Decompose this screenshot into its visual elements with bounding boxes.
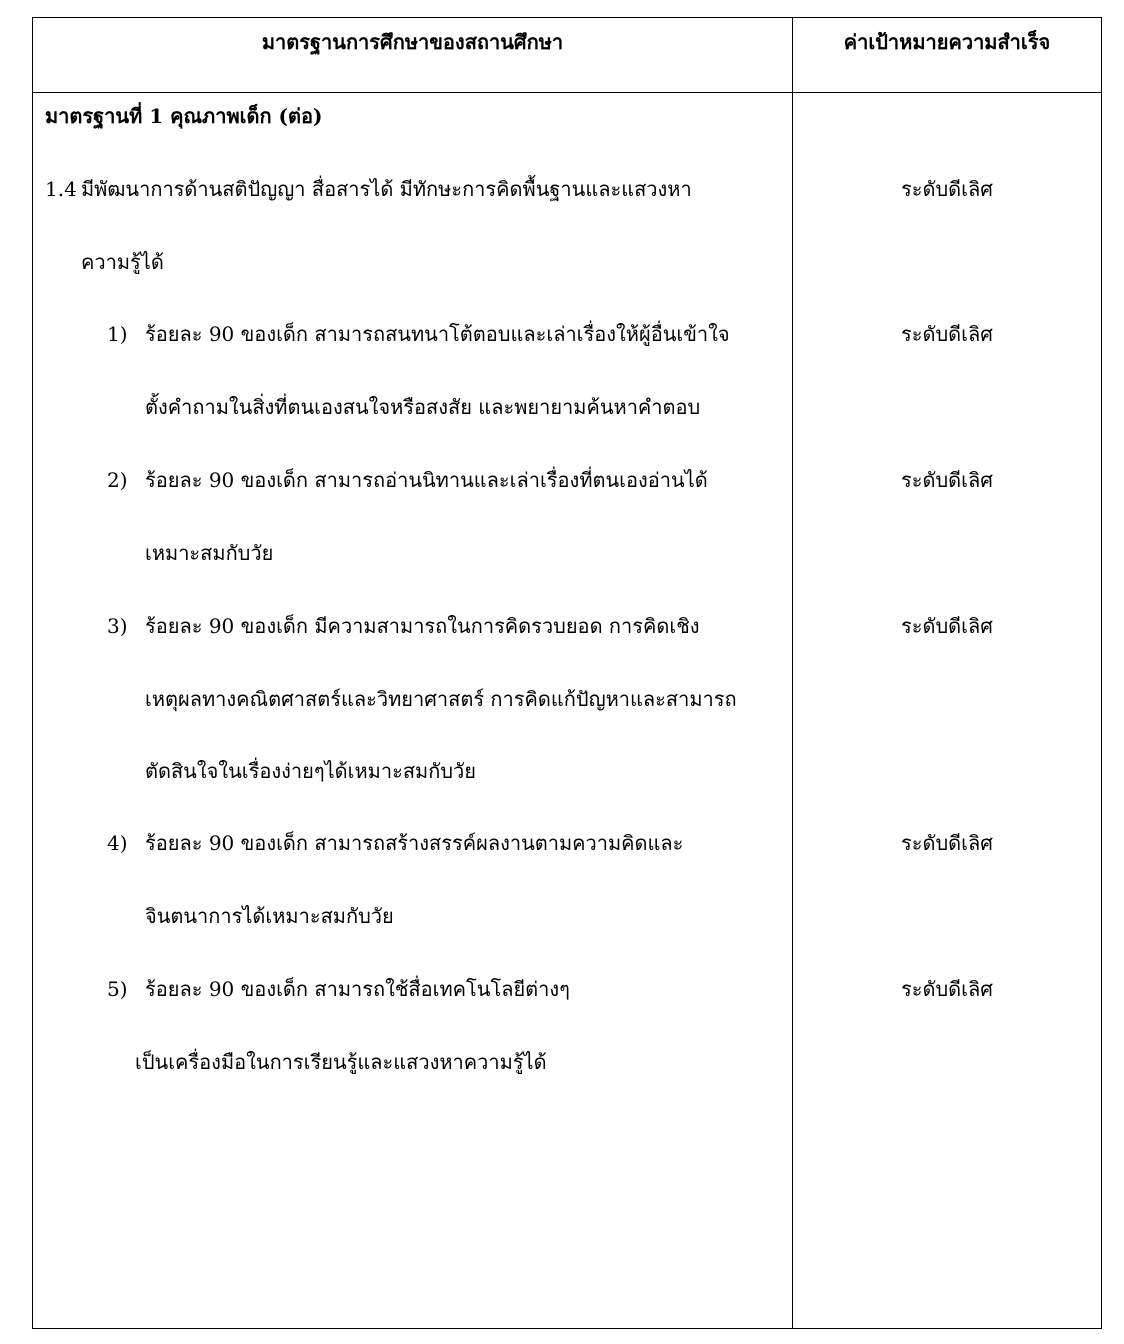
item-number: 3) xyxy=(107,614,128,638)
standard-title: มาตรฐานที่ 1 คุณภาพเด็ก (ต่อ) xyxy=(45,104,323,128)
column-divider xyxy=(792,17,793,1329)
item-number: 2) xyxy=(107,468,128,492)
header-divider xyxy=(32,92,1102,93)
section-number: 1.4 xyxy=(45,177,77,201)
item-text-line: เป็นเครื่องมือในการเรียนรู้และแสวงหาความรู้ได้ xyxy=(135,1050,547,1074)
section-text-line-1: มีพัฒนาการด้านสติปัญญา สื่อสารได้ มีทักษะการคิดพื้นฐานและแสวงหา xyxy=(81,177,692,201)
column-header-target: ค่าเป้าหมายความสำเร็จ xyxy=(843,30,1051,54)
item-text-line: ร้อยละ 90 ของเด็ก มีความสามารถในการคิดรวบยอด การคิดเชิง xyxy=(145,614,700,638)
item-number: 4) xyxy=(107,831,128,855)
item-text-line: เหตุผลทางคณิตศาสตร์และวิทยาศาสตร์ การคิดแก้ปัญหาและสามารถ xyxy=(145,687,737,711)
item-text-line: ร้อยละ 90 ของเด็ก สามารถสร้างสรรค์ผลงานตามความคิดและ xyxy=(145,831,684,855)
item-text-line: ตั้งคำถามในสิ่งที่ตนเองสนใจหรือสงสัย และพยายามค้นหาคำตอบ xyxy=(145,395,701,419)
item-text-line: จินตนาการได้เหมาะสมกับวัย xyxy=(145,904,394,928)
section-text-line-2: ความรู้ได้ xyxy=(81,250,164,274)
item-target: ระดับดีเลิศ xyxy=(901,322,993,346)
item-text-line: ร้อยละ 90 ของเด็ก สามารถใช้สื่อเทคโนโลยีต่างๆ xyxy=(145,977,570,1001)
item-target: ระดับดีเลิศ xyxy=(901,614,993,638)
item-target: ระดับดีเลิศ xyxy=(901,831,993,855)
item-target: ระดับดีเลิศ xyxy=(901,977,993,1001)
item-number: 5) xyxy=(107,977,128,1001)
item-number: 1) xyxy=(107,322,128,346)
item-text-line: เหมาะสมกับวัย xyxy=(145,541,274,565)
column-header-standards: มาตรฐานการศึกษาของสถานศึกษา xyxy=(261,30,564,54)
item-text-line: ร้อยละ 90 ของเด็ก สามารถอ่านนิทานและเล่าเรื่องที่ตนเองอ่านได้ xyxy=(145,468,708,492)
section-target: ระดับดีเลิศ xyxy=(901,177,993,201)
item-text-line: ตัดสินใจในเรื่องง่ายๆได้เหมาะสมกับวัย xyxy=(145,759,476,783)
item-text-line: ร้อยละ 90 ของเด็ก สามารถสนทนาโต้ตอบและเล่าเรื่องให้ผู้อื่นเข้าใจ xyxy=(145,322,730,346)
item-target: ระดับดีเลิศ xyxy=(901,468,993,492)
table-frame xyxy=(32,17,1102,1329)
